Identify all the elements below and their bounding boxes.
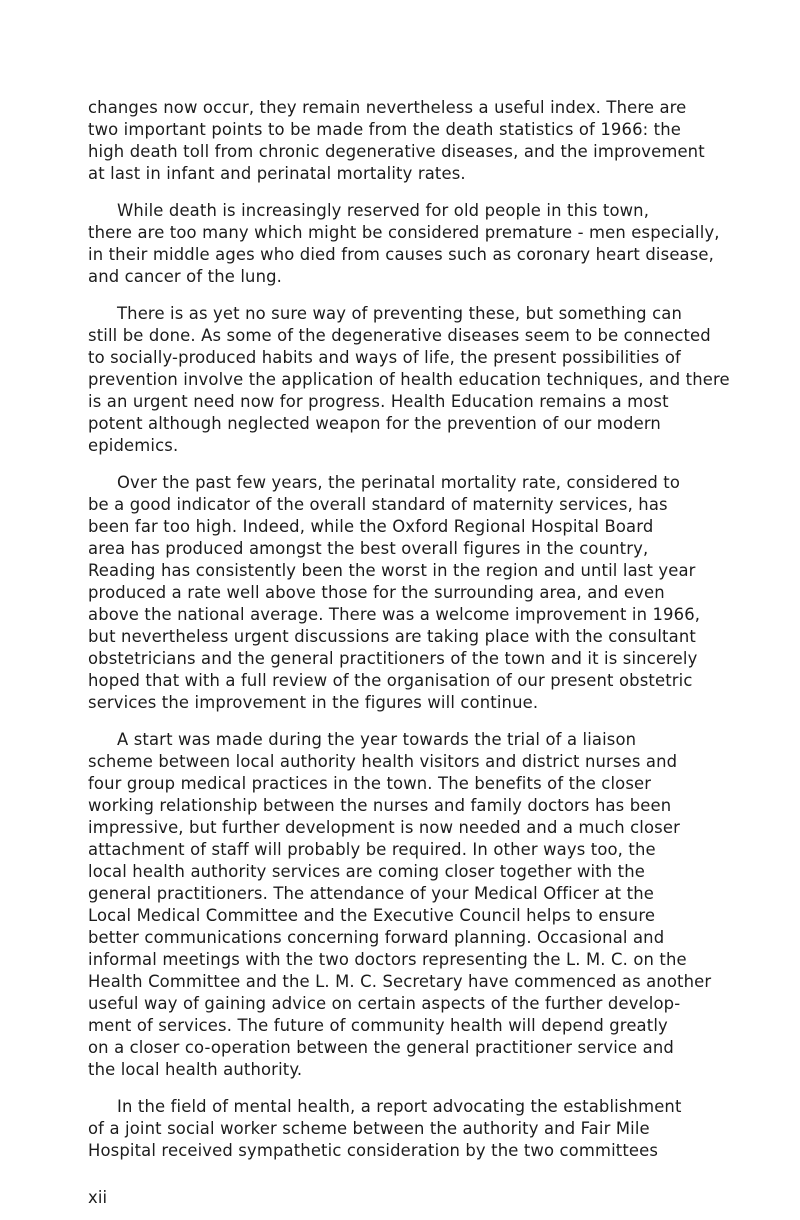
text-line: While death is increasingly reserved for old people in this town, [117, 201, 650, 220]
text-line: prevention involve the application of health education techniques, and there [88, 370, 730, 389]
text-line: general practitioners. The attendance of your Medical Officer at the [88, 884, 654, 903]
text-line: local health authority services are coming closer together with the [88, 862, 646, 881]
text-line: at last in infant and perinatal mortality rates. [88, 164, 466, 183]
text-line: Health Committee and the L. M. C. Secretary have commenced as another [88, 972, 712, 991]
text-line: There is as yet no sure way of preventing these, but something can [117, 304, 682, 323]
text-line: still be done. As some of the degenerative diseases seem to be connected [88, 326, 711, 345]
text-line: services the improvement in the figures will continue. [88, 693, 539, 712]
text-line: changes now occur, they remain nevertheless a useful index. There are [88, 98, 687, 117]
text-line: high death toll from chronic degenerative diseases, and the improvement [88, 142, 705, 161]
text-line: Local Medical Committee and the Executive Council helps to ensure [88, 906, 656, 925]
text-line: been far too high. Indeed, while the Oxford Regional Hospital Board [88, 517, 654, 536]
text-line: better communications concerning forward planning. Occasional and [88, 928, 665, 947]
text-line: in their middle ages who died from causes such as coronary heart disease, [88, 245, 715, 264]
text-line: useful way of gaining advice on certain aspects of the further develop- [88, 994, 681, 1013]
text-line: four group medical practices in the town. The benefits of the closer [88, 774, 652, 793]
text-line: hoped that with a full review of the organisation of our present obstetric [88, 671, 693, 690]
page-number: xii [88, 1188, 108, 1207]
text-line: potent although neglected weapon for the prevention of our modern [88, 414, 661, 433]
text-line: working relationship between the nurses and family doctors has been [88, 796, 672, 815]
text-line: ment of services. The future of community health will depend greatly [88, 1016, 668, 1035]
text-line: the local health authority. [88, 1060, 303, 1079]
text-line: Over the past few years, the perinatal mortality rate, considered to [117, 473, 681, 492]
text-line: produced a rate well above those for the surrounding area, and even [88, 583, 665, 602]
text-line: two important points to be made from the death statistics of 1966: the [88, 120, 682, 139]
text-line: above the national average. There was a welcome improvement in 1966, [88, 605, 701, 624]
text-line: to socially-produced habits and ways of life, the present possibilities of [88, 348, 681, 367]
text-line: A start was made during the year towards the trial of a liaison [117, 730, 637, 749]
text-line: attachment of staff will probably be required. In other ways too, the [88, 840, 656, 859]
text-line: obstetricians and the general practitioners of the town and it is sincerely [88, 649, 698, 668]
text-line: Reading has consistently been the worst in the region and until last year [88, 561, 696, 580]
text-line: area has produced amongst the best overall figures in the country, [88, 539, 649, 558]
text-line: epidemics. [88, 436, 179, 455]
text-line: of a joint social worker scheme between the authority and Fair Mile [88, 1119, 650, 1138]
text-line: In the field of mental health, a report advocating the establishment [117, 1097, 682, 1116]
text-line: scheme between local authority health visitors and district nurses and [88, 752, 678, 771]
text-line: impressive, but further development is now needed and a much closer [88, 818, 680, 837]
text-line: be a good indicator of the overall standard of maternity services, has [88, 495, 668, 514]
text-line: on a closer co-operation between the general practitioner service and [88, 1038, 674, 1057]
text-line: is an urgent need now for progress. Health Education remains a most [88, 392, 669, 411]
text-line: Hospital received sympathetic consideration by the two committees [88, 1141, 659, 1160]
text-line: but nevertheless urgent discussions are taking place with the consultant [88, 627, 696, 646]
text-line: and cancer of the lung. [88, 267, 283, 286]
text-line: informal meetings with the two doctors representing the L. M. C. on the [88, 950, 687, 969]
text-line: there are too many which might be considered premature - men especially, [88, 223, 720, 242]
